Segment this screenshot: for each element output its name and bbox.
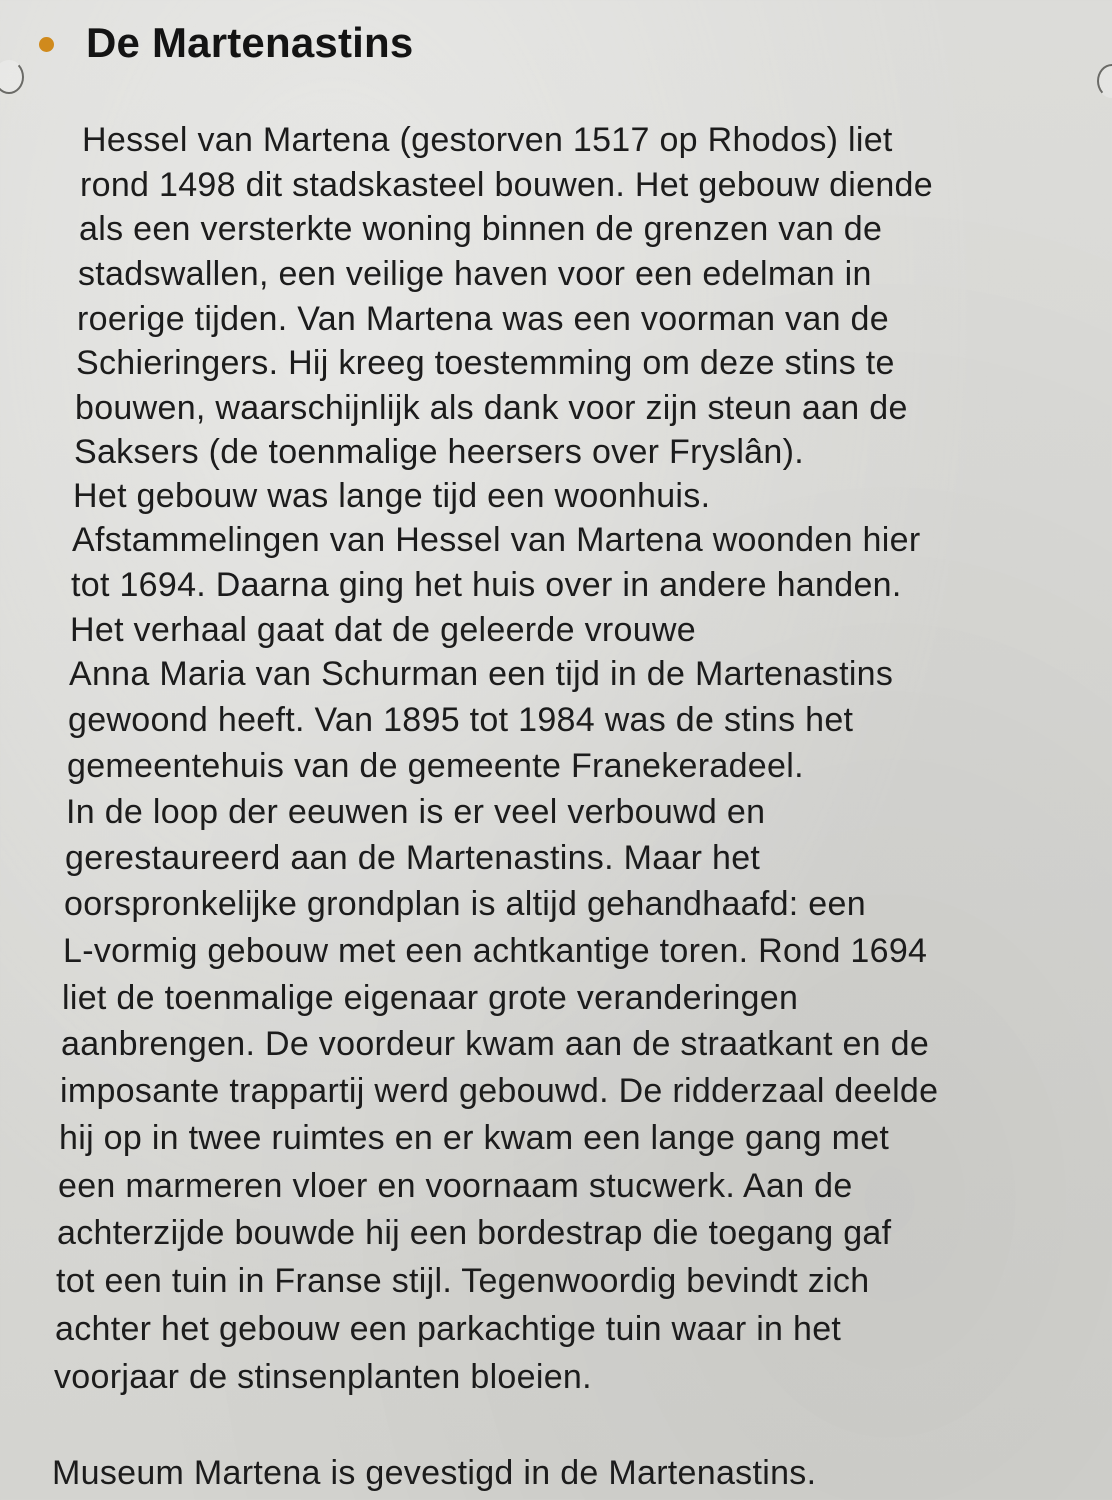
screw-hole-left (0, 60, 24, 94)
body-line: Anna Maria van Schurman een tijd in de Martenastins (69, 655, 894, 693)
body-line: achterzijde bouwde hij een bordestrap die toegang gaf (57, 1214, 892, 1252)
plaque-footer: Museum Martena is gevestigd in de Martenastins. (52, 1454, 817, 1492)
body-line: Hessel van Martena (gestorven 1517 op Rhodos) liet (82, 121, 893, 159)
body-line: Afstammelingen van Hessel van Martena woonden hier (72, 521, 921, 559)
body-line: Het verhaal gaat dat de geleerde vrouwe (70, 611, 696, 649)
body-line: tot een tuin in Franse stijl. Tegenwoordig bevindt zich (56, 1262, 870, 1300)
body-line: achter het gebouw een parkachtige tuin waar in het (55, 1310, 842, 1348)
body-line: gewoond heeft. Van 1895 tot 1984 was de stins het (68, 701, 854, 739)
body-line: voorjaar de stinsenplanten bloeien. (54, 1358, 592, 1396)
screw-hole-right (1097, 64, 1112, 98)
body-line: Het gebouw was lange tijd een woonhuis. (73, 477, 711, 515)
body-line: aanbrengen. De voordeur kwam aan de straatkant en de (61, 1025, 930, 1063)
plaque-title: De Martenastins (86, 19, 414, 66)
body-line: imposante trappartij werd gebouwd. De ridderzaal deelde (60, 1072, 939, 1110)
body-line: gerestaureerd aan de Martenastins. Maar het (65, 839, 761, 877)
body-line: Saksers (de toenmalige heersers over Fryslân). (74, 433, 804, 471)
body-line: tot 1694. Daarna ging het huis over in andere handen. (71, 566, 902, 604)
body-line: roerige tijden. Van Martena was een voorman van de (77, 300, 889, 338)
body-line: liet de toenmalige eigenaar grote veranderingen (62, 979, 799, 1017)
title-bullet-icon (39, 37, 54, 52)
body-line: een marmeren vloer en voornaam stucwerk. Aan de (58, 1167, 853, 1205)
body-line: oorspronkelijke grondplan is altijd gehandhaafd: een (64, 885, 866, 923)
body-line: Schieringers. Hij kreeg toestemming om deze stins te (76, 344, 895, 382)
body-line: als een versterkte woning binnen de grenzen van de (79, 210, 883, 248)
body-line: rond 1498 dit stadskasteel bouwen. Het gebouw diende (80, 166, 933, 204)
body-line: L-vormig gebouw met een achtkantige toren. Rond 1694 (63, 932, 928, 970)
body-line: gemeentehuis van de gemeente Franekeradeel. (67, 747, 804, 785)
body-line: stadswallen, een veilige haven voor een edelman in (78, 255, 872, 293)
body-line: hij op in twee ruimtes en er kwam een lange gang met (59, 1119, 890, 1157)
body-line: In de loop der eeuwen is er veel verbouwd en (66, 793, 766, 831)
body-line: bouwen, waarschijnlijk als dank voor zijn steun aan de (75, 389, 908, 427)
